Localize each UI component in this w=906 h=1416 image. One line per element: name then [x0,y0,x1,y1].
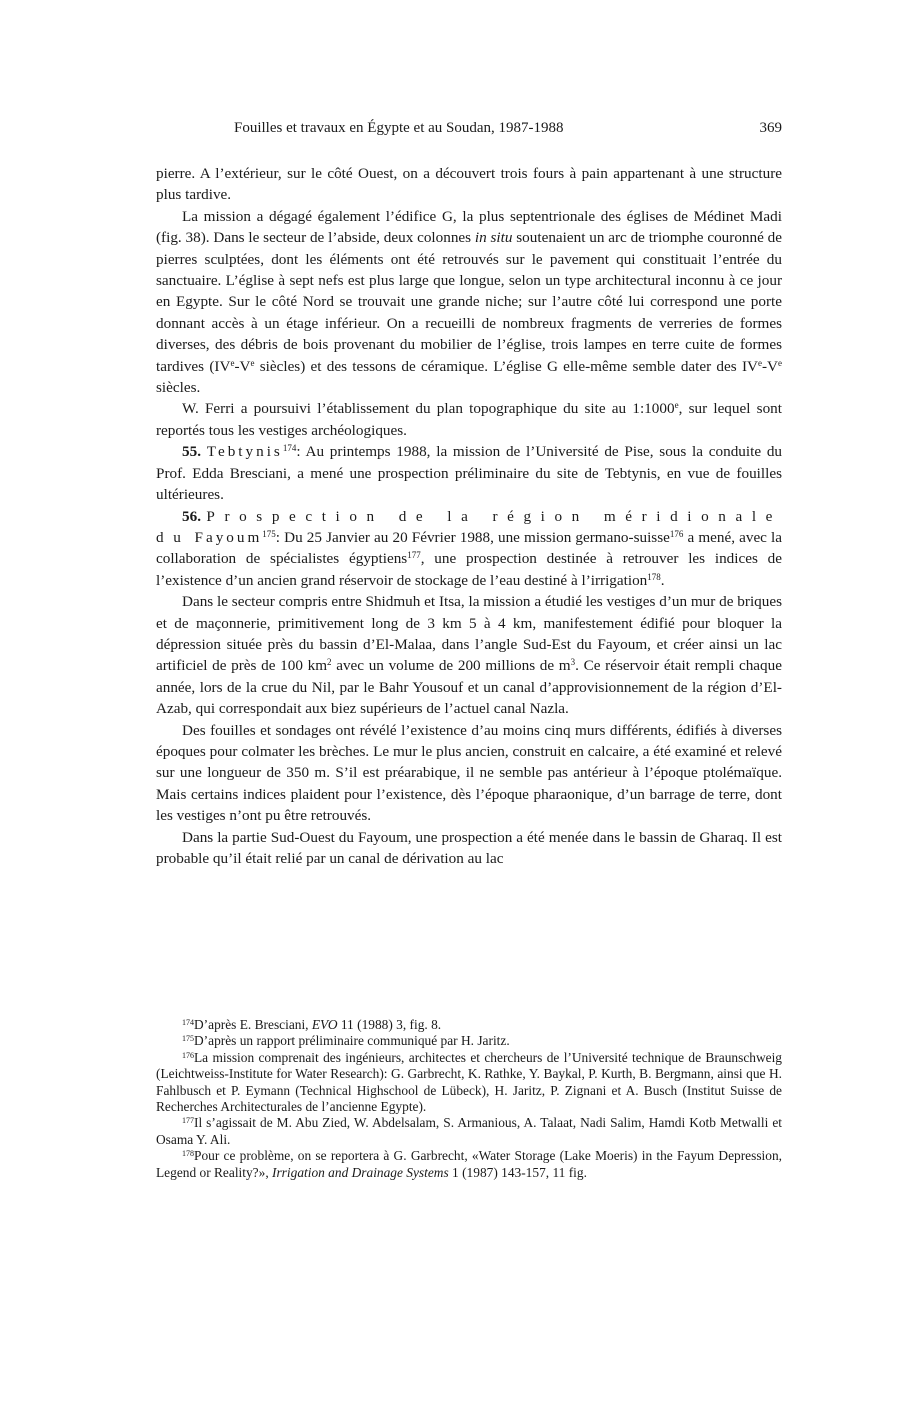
footnote-ref-177[interactable]: 177 [407,550,421,561]
superscript: 2 [327,657,332,668]
text-run: D’après un rapport préliminaire communiqué par H. Jaritz. [194,1033,510,1049]
footnote-number: 176 [182,1050,194,1060]
text-run: -V [761,357,778,375]
superscript: e [250,357,255,368]
italic-in-situ: in situ [474,229,513,247]
text-run: 11 (1988) 3, fig. 8. [337,1017,442,1032]
text-run: 1 (1987) 143-157, 11 fig. [448,1164,587,1180]
text-run: siècles) et des tessons de céramique. L’église G elle-même semble dater des IV [254,357,758,375]
footnote-175 [156,1033,782,1049]
paragraph-3 [156,398,782,441]
paragraph-8: Dans la partie Sud-Ouest du Fayoum, une prospection a été menée dans le bassin de Gharaq. Il est probable qu’il était relié par un canal de dérivation au lac [156,828,782,867]
text-run: avec un volume de 200 millions de m [331,657,571,675]
superscript: 3 [570,657,576,668]
paragraph-2 [156,206,782,399]
text-run: Il s’agissait de M. Abu Zied, W. Abdelsalam, S. Armanious, A. Talaat, Nadi Salim, Hamdi Kotb Metwalli et Osama Y. Ali. [156,1115,782,1147]
section-heading-prospection: Prospection de la région méridionale du [156,507,782,546]
footnotes [156,1017,782,1181]
text-run: . [660,571,665,589]
text-run: , sur lequel sont reportés tous les vestiges archéologiques. [156,400,782,439]
superscript: e [778,357,782,368]
paragraph-6 [156,591,782,719]
running-title: Fouilles et travaux en Égypte et au Soudan, 1987-1988 [234,120,564,136]
footnote-number: 174 [182,1018,194,1027]
section-number-55: 55. [182,443,201,461]
footnote-177 [156,1115,782,1148]
text-run: a mené, avec la collaboration de spécialistes égyptiens [156,528,782,568]
text-run: . Ce réservoir était rempli chaque année, lors de la crue du Nil, par le Bahr Yousouf et un canal d’approvisionnement de la région d’El-Azab, qui correspondait aux biez supérieurs de l’actuel canal Nazla. [156,657,782,718]
footnote-174 [156,1017,782,1033]
section-heading-fayoum: Fayoum [194,528,263,546]
text-run: Dans le secteur compris entre Shidmuh et Itsa, la mission a étudié les vestiges d’un mur de briques et de maçonnerie, primitivement long de 3 km 5 à 4 km, manifestement édifié pour bloquer la dépression située près du bassin d’El-Malaa, dans l’angle Sud-Est du Fayoum, et créer ainsi un lac artificiel de près de 100 km [156,593,782,675]
section-heading-tebtynis: Tebtynis [206,443,283,461]
text-run: , une prospection destinée à retrouver les indices de l’existence d’un ancien grand réservoir de stockage de l’eau destiné à l’irrigation [156,550,783,589]
page-number: 369 [759,120,782,136]
superscript: e [230,357,235,368]
footnote-ref-174[interactable]: 174 [282,443,297,454]
text-run: D’après E. Bresciani, [194,1017,312,1032]
footnote-ref-176[interactable]: 176 [669,528,684,539]
italic-journal: EVO [311,1017,338,1032]
paragraph-5 [156,506,782,592]
footnote-178 [156,1148,782,1181]
section-number-56: 56. [182,507,201,525]
paragraph-7: Des fouilles et sondages ont révélé l’existence d’au moins cinq murs différents, édifiés à diverses époques pour colmater les brèches. Le mur le plus ancien, construit en calcaire, a été examiné et relevé sur une longueur de 350 m. S’il est préarabique, il ne semble pas antérieur à l’époque ptolémaïque. Mais certains indices plaident pour l’existence, dès l’époque pharaonique, d’un barrage de terre, dont les vestiges n’ont pu être retrouvés. [156,721,782,825]
footnote-ref-178[interactable]: 178 [647,571,661,582]
superscript: e [674,400,679,411]
footnote-number: 178 [182,1149,194,1159]
text-run: soutenaient un arc de triomphe couronné de pierres sculptées, dont les éléments ont été retrouvés sur le pavement qui constituait l’entrée du sanctuaire. L’église à sept nefs est plus large que longue, selon un type architectural inconnu à ce jour en Egypte. Sur le côté Nord se trouvait une grande niche; sur l’autre côté lui correspond une porte donnant accès à un étage inférieur. On a recueilli de nombreux fragments de verreries de formes diverses, des débris de bois provenant du mobilier de l’église, trois lampes en terre cuite de formes tardives (IV [156,229,782,375]
footnote-176 [156,1050,782,1116]
superscript: e [757,357,762,368]
footnote-ref-175[interactable]: 175 [262,528,276,539]
footnote-number: 175 [182,1034,194,1044]
text-run: La mission comprenait des ingénieurs, architectes et chercheurs de l’Université technique de Braunschweig (Leichtweiss-Institute for Water Research): G. Garbrecht, K. Rathke, Y. Baykal, P. Kurth, B. Bergmann, ainsi que H. Fahlbusch et P. Eymann (Technical Highschool de Lübeck), H. Jaritz, P. Zignani et A. Busch (Institut Suisse de Recherches Architecturales de l’ancienne Egypte). [156,1049,782,1115]
text-run: : Du 25 Janvier au 20 Février 1988, une mission germano-suisse [275,528,670,546]
italic-journal: Irrigation and Drainage Systems [272,1164,449,1180]
text-run: W. Ferri a poursuivi l’établissement du plan topographique du site au 1:1000 [182,400,675,418]
text-run: La mission a dégagé également l’édifice G, la plus septentrionale des églises de Médinet Madi (fig. 38). Dans le secteur de l’abside, deux colonnes [156,207,782,247]
paragraph-1: pierre. A l’extérieur, sur le côté Ouest, on a découvert trois fours à pain appartenant à une structure plus tardive. [156,165,782,204]
text-run: siècles. [156,379,201,397]
main-text [156,163,782,869]
text-run: Pour ce problème, on se reportera à G. Garbrecht, «Water Storage (Lake Moeris) in the Fayum Depression, Legend or Reality?», [156,1148,782,1180]
text-run: -V [234,357,251,375]
paragraph-4 [156,441,782,505]
footnote-number: 177 [182,1116,194,1126]
text-run: : Au printemps 1988, la mission de l’Université de Pise, sous la conduite du Prof. Edda Bresciani, a mené une prospection préliminaire du site de Tebtynis, en vue de fouilles ultérieures. [156,443,783,504]
